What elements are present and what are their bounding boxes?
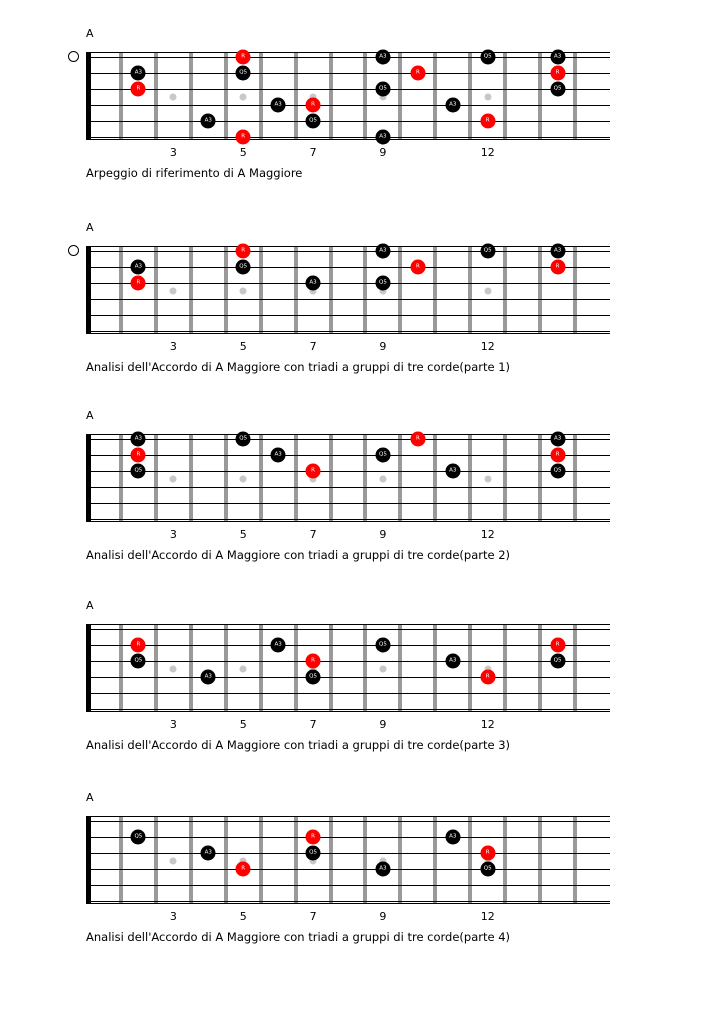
note-marker: R	[410, 260, 425, 275]
fret-wire	[329, 435, 333, 521]
diagram-caption: Analisi dell'Accordo di A Maggiore con triadi a gruppi di tre corde(parte 4)	[86, 930, 511, 944]
nut	[86, 435, 91, 521]
fret-wire	[433, 247, 437, 333]
guitar-string	[86, 121, 610, 122]
fret-wire	[189, 817, 193, 903]
fret-wire	[294, 435, 298, 521]
fret-number-label: 7	[309, 340, 317, 353]
fret-wire	[503, 53, 507, 139]
note-marker: R	[306, 830, 321, 845]
note-marker: A3	[201, 670, 216, 685]
note-marker: R	[236, 862, 251, 877]
guitar-string	[86, 693, 610, 694]
fret-wire	[294, 625, 298, 711]
fret-number-label: 3	[169, 340, 177, 353]
guitar-string	[86, 439, 610, 440]
fret-wire	[189, 53, 193, 139]
fret-wire	[294, 53, 298, 139]
chord-label: A	[86, 791, 94, 804]
fret-wire	[398, 435, 402, 521]
note-marker: R	[550, 66, 565, 81]
fret-number-label: 3	[169, 910, 177, 923]
note-marker: Q5	[131, 830, 146, 845]
note-marker: A3	[445, 464, 460, 479]
note-marker: Q5	[480, 244, 495, 259]
fret-wire	[503, 817, 507, 903]
note-marker: A3	[131, 432, 146, 447]
fret-wire	[468, 247, 472, 333]
note-marker: R	[306, 464, 321, 479]
fret-wire	[363, 435, 367, 521]
guitar-string	[86, 869, 610, 870]
note-marker: A3	[131, 260, 146, 275]
guitar-string	[86, 299, 610, 300]
fret-wire	[119, 817, 123, 903]
note-marker: Q5	[306, 670, 321, 685]
note-marker: Q5	[131, 464, 146, 479]
guitar-string	[86, 503, 610, 504]
note-marker: R	[306, 98, 321, 113]
guitar-string	[86, 885, 610, 886]
fret-wire	[433, 435, 437, 521]
guitar-string	[86, 315, 610, 316]
fret-wire	[573, 53, 577, 139]
nut	[86, 247, 91, 333]
fret-wire	[294, 817, 298, 903]
note-marker: Q5	[550, 82, 565, 97]
fret-inlay-marker	[484, 94, 491, 101]
chord-label: A	[86, 221, 94, 234]
note-marker: A3	[201, 846, 216, 861]
fretboard	[86, 246, 610, 334]
chord-label: A	[86, 27, 94, 40]
diagram-caption: Analisi dell'Accordo di A Maggiore con triadi a gruppi di tre corde(parte 3)	[86, 738, 511, 752]
note-marker: Q5	[375, 638, 390, 653]
fret-wire	[119, 247, 123, 333]
guitar-string	[86, 629, 610, 630]
fret-inlay-marker	[240, 666, 247, 673]
note-marker: Q5	[480, 50, 495, 65]
fret-number-label: 9	[379, 528, 387, 541]
fret-number-label: 9	[379, 340, 387, 353]
fret-wire	[538, 435, 542, 521]
fret-wire	[154, 247, 158, 333]
note-marker: A3	[445, 654, 460, 669]
fret-wire	[398, 817, 402, 903]
fret-wire	[468, 625, 472, 711]
fret-wire	[503, 625, 507, 711]
fret-wire	[189, 435, 193, 521]
guitar-string	[86, 283, 610, 284]
note-marker: R	[236, 130, 251, 145]
fret-number-label: 7	[309, 146, 317, 159]
guitar-string	[86, 57, 610, 58]
fret-wire	[538, 247, 542, 333]
fret-wire	[433, 625, 437, 711]
note-marker: Q5	[480, 862, 495, 877]
nut	[86, 53, 91, 139]
note-marker: Q5	[550, 654, 565, 669]
note-marker: A3	[550, 244, 565, 259]
fret-wire	[363, 247, 367, 333]
fret-wire	[468, 435, 472, 521]
fret-wire	[154, 53, 158, 139]
fret-wire	[224, 625, 228, 711]
note-marker: Q5	[306, 846, 321, 861]
note-marker: A3	[271, 448, 286, 463]
fret-number-label: 12	[480, 146, 495, 159]
guitar-string	[86, 645, 610, 646]
note-marker: R	[131, 638, 146, 653]
fret-number-label: 12	[480, 910, 495, 923]
note-marker: Q5	[375, 276, 390, 291]
note-marker: A3	[375, 50, 390, 65]
fret-wire	[363, 817, 367, 903]
fret-wire	[538, 817, 542, 903]
note-marker: R	[480, 846, 495, 861]
note-marker: Q5	[375, 448, 390, 463]
open-string-marker-icon	[68, 245, 79, 256]
fret-number-label: 5	[239, 146, 247, 159]
fret-wire	[329, 247, 333, 333]
fret-inlay-marker	[379, 476, 386, 483]
guitar-string	[86, 331, 610, 332]
fret-wire	[259, 247, 263, 333]
note-marker: R	[550, 260, 565, 275]
fret-wire	[398, 625, 402, 711]
fret-wire	[468, 817, 472, 903]
open-string-marker-icon	[68, 51, 79, 62]
fret-wire	[433, 817, 437, 903]
fret-wire	[259, 53, 263, 139]
fret-inlay-marker	[170, 858, 177, 865]
fret-number-label: 5	[239, 718, 247, 731]
fret-wire	[154, 625, 158, 711]
fret-wire	[538, 53, 542, 139]
guitar-string	[86, 471, 610, 472]
fret-number-label: 5	[239, 910, 247, 923]
nut	[86, 817, 91, 903]
note-marker: R	[131, 448, 146, 463]
note-marker: Q5	[550, 464, 565, 479]
fret-inlay-marker	[170, 288, 177, 295]
fret-number-label: 7	[309, 718, 317, 731]
fret-wire	[329, 817, 333, 903]
fret-wire	[398, 53, 402, 139]
note-marker: R	[306, 654, 321, 669]
fret-number-label: 3	[169, 718, 177, 731]
guitar-string	[86, 837, 610, 838]
fret-wire	[363, 53, 367, 139]
note-marker: A3	[306, 276, 321, 291]
fret-wire	[189, 247, 193, 333]
guitar-string	[86, 251, 610, 252]
note-marker: Q5	[306, 114, 321, 129]
guitar-string	[86, 267, 610, 268]
guitar-string	[86, 73, 610, 74]
diagram-caption: Analisi dell'Accordo di A Maggiore con triadi a gruppi di tre corde(parte 2)	[86, 548, 511, 562]
note-marker: R	[131, 82, 146, 97]
fretboard	[86, 624, 610, 712]
note-marker: A3	[375, 862, 390, 877]
fret-wire	[189, 625, 193, 711]
note-marker: R	[550, 448, 565, 463]
note-marker: A3	[271, 638, 286, 653]
fret-wire	[119, 435, 123, 521]
guitar-string	[86, 487, 610, 488]
note-marker: R	[236, 244, 251, 259]
guitar-string	[86, 853, 610, 854]
fret-inlay-marker	[484, 288, 491, 295]
guitar-string	[86, 709, 610, 710]
fret-inlay-marker	[240, 288, 247, 295]
fret-wire	[259, 435, 263, 521]
guitar-string	[86, 137, 610, 138]
fret-wire	[329, 625, 333, 711]
note-marker: R	[410, 432, 425, 447]
fret-inlay-marker	[240, 476, 247, 483]
note-marker: A3	[550, 432, 565, 447]
chord-label: A	[86, 409, 94, 422]
fret-wire	[468, 53, 472, 139]
fret-wire	[398, 247, 402, 333]
fret-wire	[259, 625, 263, 711]
fret-number-label: 12	[480, 340, 495, 353]
fret-wire	[154, 817, 158, 903]
fret-wire	[503, 435, 507, 521]
note-marker: A3	[445, 98, 460, 113]
fretboard	[86, 52, 610, 140]
diagram-caption: Analisi dell'Accordo di A Maggiore con triadi a gruppi di tre corde(parte 1)	[86, 360, 511, 374]
note-marker: R	[480, 114, 495, 129]
chord-label: A	[86, 599, 94, 612]
fret-wire	[433, 53, 437, 139]
note-marker: Q5	[375, 82, 390, 97]
note-marker: A3	[201, 114, 216, 129]
fret-wire	[224, 435, 228, 521]
fret-wire	[573, 247, 577, 333]
fret-number-label: 3	[169, 528, 177, 541]
fret-wire	[573, 435, 577, 521]
fret-number-label: 12	[480, 528, 495, 541]
fret-number-label: 7	[309, 528, 317, 541]
guitar-string	[86, 455, 610, 456]
fret-number-label: 9	[379, 146, 387, 159]
fret-inlay-marker	[170, 94, 177, 101]
diagram-caption: Arpeggio di riferimento di A Maggiore	[86, 166, 303, 180]
fret-wire	[573, 817, 577, 903]
guitar-string	[86, 821, 610, 822]
fret-wire	[154, 435, 158, 521]
fretboard	[86, 434, 610, 522]
fret-wire	[119, 53, 123, 139]
note-marker: R	[550, 638, 565, 653]
fret-number-label: 3	[169, 146, 177, 159]
note-marker: A3	[131, 66, 146, 81]
fretboard	[86, 816, 610, 904]
note-marker: A3	[271, 98, 286, 113]
fret-number-label: 12	[480, 718, 495, 731]
fret-inlay-marker	[379, 666, 386, 673]
note-marker: Q5	[131, 654, 146, 669]
guitar-string	[86, 901, 610, 902]
fret-wire	[119, 625, 123, 711]
guitar-string	[86, 105, 610, 106]
note-marker: A3	[550, 50, 565, 65]
note-marker: R	[131, 276, 146, 291]
fret-wire	[259, 817, 263, 903]
fret-number-label: 7	[309, 910, 317, 923]
fret-wire	[363, 625, 367, 711]
fret-wire	[503, 247, 507, 333]
fret-number-label: 5	[239, 528, 247, 541]
nut	[86, 625, 91, 711]
fret-number-label: 5	[239, 340, 247, 353]
guitar-string	[86, 89, 610, 90]
fret-wire	[224, 247, 228, 333]
note-marker: Q5	[236, 66, 251, 81]
fret-wire	[573, 625, 577, 711]
fret-wire	[224, 817, 228, 903]
guitar-string	[86, 519, 610, 520]
guitar-string	[86, 661, 610, 662]
fret-inlay-marker	[170, 666, 177, 673]
fret-wire	[224, 53, 228, 139]
fret-wire	[538, 625, 542, 711]
note-marker: Q5	[236, 432, 251, 447]
note-marker: R	[236, 50, 251, 65]
fret-inlay-marker	[170, 476, 177, 483]
note-marker: Q5	[236, 260, 251, 275]
note-marker: A3	[445, 830, 460, 845]
guitar-string	[86, 677, 610, 678]
fret-inlay-marker	[240, 94, 247, 101]
fret-wire	[329, 53, 333, 139]
note-marker: A3	[375, 244, 390, 259]
fret-number-label: 9	[379, 910, 387, 923]
fret-number-label: 9	[379, 718, 387, 731]
fret-inlay-marker	[484, 476, 491, 483]
fret-wire	[294, 247, 298, 333]
note-marker: R	[480, 670, 495, 685]
note-marker: A3	[375, 130, 390, 145]
note-marker: R	[410, 66, 425, 81]
